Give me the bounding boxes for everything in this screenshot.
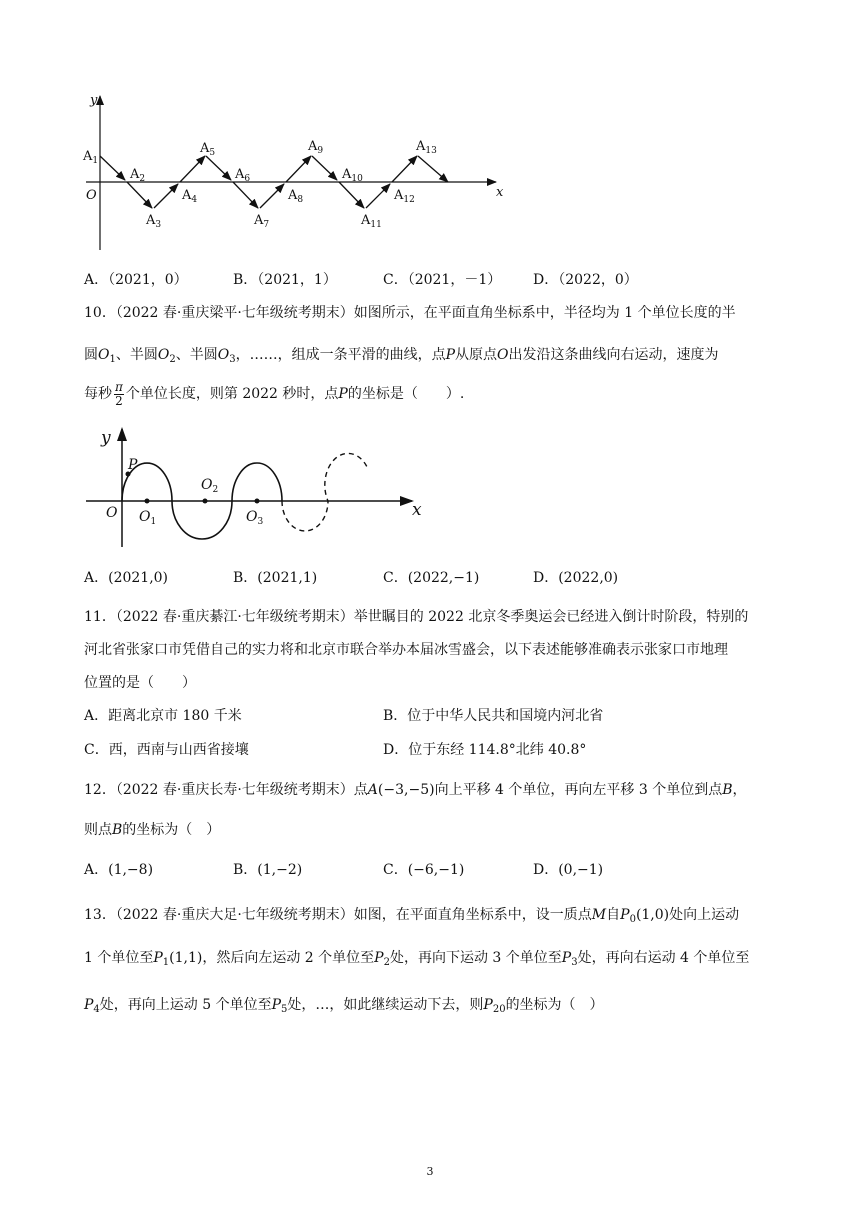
point-label: $A_7$ <box>254 213 270 230</box>
point-label: $A_{12}$ <box>394 188 415 205</box>
point-label: $A_{10}$ <box>342 167 363 184</box>
point-label: $A_4$ <box>182 188 198 205</box>
path-seg <box>127 182 152 208</box>
option-d: D．（2022，0） <box>533 272 638 288</box>
option-c: C．（2021，－1） <box>383 272 502 288</box>
point-label: $A_8$ <box>288 188 304 205</box>
point-label: $A_2$ <box>130 167 146 184</box>
question-12-line1: 12．（2022 春·重庆长寿·七年级统考期末）点A(−3,−5)向上平移 4 个单位，再向左平移 3 个单位到点B， <box>84 782 747 798</box>
point-label: $A_5$ <box>200 141 216 158</box>
path-seg <box>180 156 205 182</box>
option-b: B．（2021，1） <box>233 272 337 288</box>
path-seg <box>260 184 284 208</box>
path-seg <box>392 156 417 182</box>
y-axis-label: y <box>90 93 98 108</box>
center-o2 <box>203 499 208 504</box>
option-d: D．位于东经 114.8°北纬 40.8° <box>383 742 587 758</box>
question-11-line2: 河北省张家口市凭借自己的实力将和北京市联合举办本届冰雪盛会，以下表述能够准确表示张家口市地理 <box>84 642 728 658</box>
zigzag-figure <box>78 88 518 253</box>
pi-over-2-fraction: $\frac{\pi}{2}$ <box>115 379 123 408</box>
page-number: 3 <box>426 1165 434 1178</box>
semicircle-wave-figure <box>86 425 436 555</box>
question-13-line2: 1 个单位至$P_1(1,1)$，然后向左运动 2 个单位至$P_2$处，再向下运动 3 个单位至$P_3$处，再向右运动 4 个单位至 <box>84 950 750 968</box>
path-seg <box>233 182 258 208</box>
path-seg <box>154 184 178 208</box>
question-11-line3: 位置的是（ ） <box>84 675 196 691</box>
option-a: A．(2021,0) <box>84 570 169 586</box>
option-d: D．(2022,0) <box>533 570 619 586</box>
point-label: $A_{11}$ <box>361 213 382 230</box>
option-a: A．（2021，0） <box>84 272 188 288</box>
option-a: A．(1,−8) <box>84 862 154 878</box>
x-axis-label: x <box>496 185 504 200</box>
o2-label: $O_2$ <box>201 477 219 495</box>
option-c: C．西，西南与山西省接壤 <box>84 742 249 758</box>
option-b: B．位于中华人民共和国境内河北省 <box>383 708 604 724</box>
question-13-line1: 13．（2022 春·重庆大足·七年级统考期末）如图，在平面直角坐标系中，设一质点M自$P_0(1,0)$处向上运动 <box>84 907 740 925</box>
point-label: $A_9$ <box>308 139 324 156</box>
option-c: C．(2022,−1) <box>383 570 480 586</box>
point-p-label: P <box>128 457 138 473</box>
question-12-line2: 则点B的坐标为（ ） <box>84 822 221 838</box>
option-c: C．(−6,−1) <box>383 862 465 878</box>
origin-label: O <box>106 505 118 521</box>
option-d: D．(0,−1) <box>533 862 604 878</box>
question-10-line3: 每秒 $\frac{\pi}{2}$ 个单位长度，则第 2022 秒时，点P的坐标是（ ）. <box>84 379 465 408</box>
question-13-line3: $P_4$处，再向上运动 5 个单位至$P_5$处，…，如此继续运动下去，则$P_{20}$的坐标为（ ） <box>84 997 604 1015</box>
y-axis-label: y <box>101 428 111 448</box>
center-o1 <box>145 499 150 504</box>
point-label: $A_{13}$ <box>416 139 437 156</box>
path-seg <box>286 156 311 182</box>
option-b: B．(2021,1) <box>233 570 318 586</box>
wave-dashed <box>282 453 368 531</box>
option-b: B．(1,−2) <box>233 862 303 878</box>
point-label: $A_3$ <box>146 213 162 230</box>
origin-label: O <box>86 188 97 203</box>
point-label: $A_1$ <box>83 149 99 166</box>
question-10-line2: 圆$O_1$、半圆$O_2$、半圆$O_3$，……，组成一条平滑的曲线，点P从原点O出发沿这条曲线向右运动，速度为 <box>84 347 719 365</box>
path-seg <box>418 156 448 182</box>
path-seg <box>206 156 231 180</box>
question-11-line1: 11．（2022 春·重庆綦江·七年级统考期末）举世瞩目的 2022 北京冬季奥运会已经进入倒计时阶段，特别的 <box>84 609 749 625</box>
path-seg <box>312 156 337 180</box>
path-seg <box>366 184 390 208</box>
path-seg <box>339 182 364 208</box>
point-label: $A_6$ <box>235 167 251 184</box>
path-seg <box>100 156 125 180</box>
question-10-line1: 10．（2022 春·重庆梁平·七年级统考期末）如图所示，在平面直角坐标系中，半径均为 1 个单位长度的半 <box>84 305 736 321</box>
option-a: A．距离北京市 180 千米 <box>84 708 242 724</box>
x-axis-label: x <box>412 500 422 520</box>
o1-label: $O_1$ <box>139 509 157 527</box>
o3-label: $O_3$ <box>246 509 264 527</box>
center-o3 <box>255 499 260 504</box>
